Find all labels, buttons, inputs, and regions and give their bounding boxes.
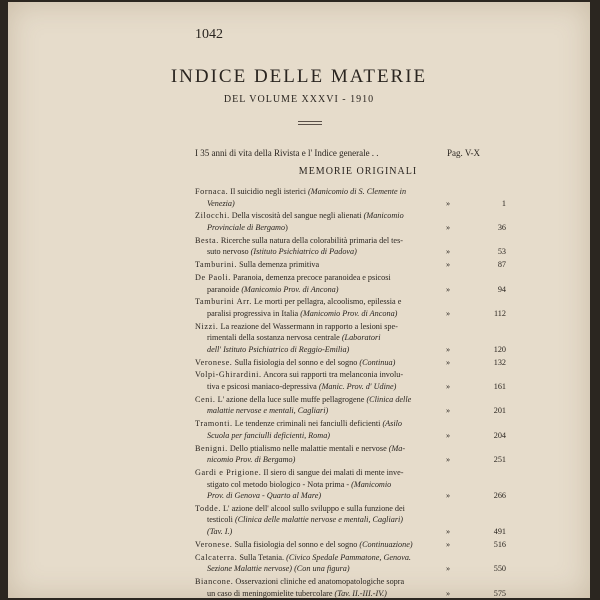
toc-line <box>195 186 506 198</box>
entry-page-number: 491 <box>493 527 506 537</box>
toc-entry <box>195 443 506 466</box>
entry-author: Nizzi. <box>195 321 219 331</box>
toc-entry <box>195 272 506 295</box>
ditto-mark: » <box>446 588 451 598</box>
toc-line <box>195 235 506 247</box>
entry-title: Osservazioni cliniche ed anatomopatologiche sopra <box>233 577 405 586</box>
entry-title: Le morti per pellagra, alcoolismo, epilessia e <box>251 297 402 307</box>
toc-line <box>195 552 506 564</box>
toc-entry <box>195 552 506 575</box>
toc-line <box>195 198 506 210</box>
toc-entry <box>195 576 506 599</box>
document-page <box>8 2 590 598</box>
toc-entry <box>195 235 506 258</box>
entry-page-number: 266 <box>493 491 506 501</box>
toc-line <box>195 490 506 502</box>
entry-title: L' azione dell' alcool sullo sviluppo e sulla funzione dei <box>221 503 405 513</box>
entry-affiliation: (Manicomio di S. Clemente in <box>308 187 407 196</box>
toc-line <box>195 246 506 258</box>
entry-author: Tamburini. <box>195 260 238 270</box>
entry-page-number: 161 <box>493 382 506 391</box>
entry-title: Ancora sui rapporti tra melanconia involu- <box>261 370 404 380</box>
ditto-mark: » <box>446 222 451 232</box>
toc-entries <box>195 186 506 600</box>
toc-line <box>195 563 506 575</box>
title-rule-bottom <box>298 124 322 125</box>
entry-title: paralisi progressiva in Italia <box>207 308 301 318</box>
toc-line <box>195 454 506 466</box>
section-heading: MEMORIE ORIGINALI <box>298 166 418 177</box>
toc-line <box>195 259 506 271</box>
toc-line <box>195 332 506 344</box>
ditto-mark: » <box>446 308 451 318</box>
ditto-mark: » <box>446 260 451 270</box>
entry-title: Della viscosità del sangue negli alienati <box>229 211 364 221</box>
toc-line <box>195 576 506 588</box>
entry-author: Benigni. <box>195 443 228 453</box>
entry-affiliation: (Clinica delle malattie nervose e mentali, Cagliari) <box>234 515 404 525</box>
entry-title: suto nervoso <box>207 247 251 257</box>
ditto-mark: » <box>446 247 451 257</box>
page-number: 1042 <box>195 27 223 42</box>
ditto-mark: » <box>446 539 451 549</box>
toc-line <box>195 430 506 442</box>
entry-page-number: 516 <box>493 539 506 549</box>
intro-text: I 35 anni di vita della Rivista e l' Indice generale . . <box>195 148 379 158</box>
entry-affiliation: malattie nervose e mentali, Cagliari) <box>207 406 329 416</box>
toc-line <box>195 357 506 369</box>
toc-line <box>195 344 506 356</box>
entry-page-number: 575 <box>493 588 506 598</box>
entry-affiliation: Provinciale di Bergamo <box>207 222 286 232</box>
ditto-mark: » <box>446 198 451 208</box>
entry-page-number: 53 <box>497 247 506 257</box>
toc-line <box>195 467 506 479</box>
toc-line <box>195 321 506 333</box>
toc-entry <box>195 394 506 417</box>
toc-entry <box>195 259 506 271</box>
entry-author: Tramonti. <box>195 419 233 429</box>
toc-line <box>195 526 506 538</box>
toc-line <box>195 272 506 284</box>
ditto-mark: » <box>446 491 451 501</box>
entry-affiliation: (Clinica delle <box>366 394 412 404</box>
entry-title: L' azione della luce sulle muffe pellagrogene <box>215 394 367 404</box>
toc-line <box>195 210 506 222</box>
toc-line <box>195 418 506 430</box>
entry-affiliation: (Continuazione) <box>359 539 413 549</box>
entry-affiliation: Prov. di Genova - Quarto al Mare) <box>207 491 322 501</box>
entry-author: Fornaca. <box>195 187 229 196</box>
entry-affiliation: (Manicomio <box>363 211 404 221</box>
entry-affiliation: (Civico Spedale Pammatone, Genova. <box>286 552 411 562</box>
entry-page-number: 120 <box>493 344 506 354</box>
entry-title: paranoide <box>207 284 242 294</box>
ditto-mark: » <box>446 344 451 354</box>
entry-title: ) <box>285 222 288 232</box>
entry-title: rimentali della sostanza nervosa centrale <box>207 333 342 343</box>
entry-affiliation: Venezia) <box>207 198 235 208</box>
toc-line <box>195 222 506 234</box>
entry-title: un caso di meningomielite tubercolare <box>207 588 335 598</box>
toc-line <box>195 479 506 491</box>
entry-title: La reazione del Wassermann in rapporto a lesioni spe- <box>218 321 398 331</box>
entry-affiliation: (Continua) <box>359 357 396 367</box>
entry-author: Besta. <box>195 235 219 245</box>
ditto-mark: » <box>446 527 451 537</box>
entry-page-number: 251 <box>493 455 506 465</box>
entry-author: Biancone. <box>195 577 234 586</box>
entry-affiliation: (Manicomio Prov. di Ancona) <box>241 284 339 294</box>
entry-affiliation: Sezione Malattie nervose) (Con una figura) <box>207 564 350 574</box>
toc-entry <box>195 321 506 356</box>
entry-title: Dello ptialismo nelle malattie mentali e nervose <box>227 443 389 453</box>
toc-entry <box>195 296 506 319</box>
ditto-mark: » <box>446 357 451 367</box>
entry-author: Calcaterra. <box>195 552 238 562</box>
entry-author: Todde. <box>195 503 221 513</box>
toc-line <box>195 369 506 381</box>
entry-title: Il suicidio negli isterici <box>228 187 309 196</box>
entry-affiliation: (Manicomio Prov. di Ancona) <box>300 308 398 318</box>
ditto-mark: » <box>446 382 451 391</box>
entry-affiliation: (Manic. Prov. d' Udine) <box>318 382 397 391</box>
toc-entry <box>195 357 506 369</box>
title-rule-top <box>298 121 322 122</box>
intro-entry <box>195 148 506 158</box>
entry-title: Paranoia, demenza precoce paranoidea e psicosi <box>230 272 391 282</box>
entry-page-number: 201 <box>493 406 506 416</box>
entry-affiliation: (Manicomio <box>351 479 392 489</box>
toc-line <box>195 588 506 600</box>
entry-author: De Paoli. <box>195 272 231 282</box>
page-title: INDICE DELLE MATERIE <box>170 66 428 87</box>
entry-affiliation: Scuola per fanciulli deficienti, Roma) <box>207 430 331 440</box>
entry-affiliation: (Istituto Psichiatrico di Padova) <box>250 247 357 257</box>
toc-entry <box>195 186 506 209</box>
intro-page-ref: Pag. V-X <box>447 148 481 158</box>
entry-title: Sulla Tetania. <box>237 552 287 562</box>
toc-entry <box>195 503 506 538</box>
entry-page-number: 36 <box>497 222 506 232</box>
toc-line <box>195 284 506 296</box>
entry-title: Il siero di sangue dei malati di mente inve- <box>261 467 404 477</box>
ditto-mark: » <box>446 406 451 416</box>
entry-page-number: 94 <box>497 284 506 294</box>
entry-page-number: 112 <box>494 308 506 318</box>
entry-title: Ricerche sulla natura della colorabilità primaria del tes- <box>218 235 403 245</box>
toc-entry <box>195 539 506 551</box>
entry-affiliation: (Laboratori <box>341 333 381 343</box>
toc-entry <box>195 418 506 441</box>
entry-author: Veronese. <box>195 539 233 549</box>
entry-author: Gardi e Prigione. <box>195 467 262 477</box>
entry-author: Tamburini Arr. <box>195 297 252 307</box>
toc-line <box>195 514 506 526</box>
ditto-mark: » <box>446 430 451 440</box>
toc-line <box>195 539 506 551</box>
toc-line <box>195 394 506 406</box>
entry-affiliation: dell' Istituto Psichiatrico di Reggio-Emilia) <box>207 344 350 354</box>
entry-title: Le tendenze criminali nei fanciulli deficienti <box>232 419 383 429</box>
toc-entry <box>195 369 506 392</box>
entry-affiliation: (Asilo <box>382 419 403 429</box>
ditto-mark: » <box>446 284 451 294</box>
entry-title: Sulla fisiologia del sonno e del sogno <box>232 357 360 367</box>
entry-page-number: 204 <box>493 430 506 440</box>
toc-entry <box>195 467 506 502</box>
entry-affiliation: (Tav. II.-III.-IV.) <box>334 588 387 598</box>
entry-page-number: 132 <box>493 357 506 367</box>
volume-subtitle: DEL VOLUME XXXVI - 1910 <box>223 94 375 105</box>
ditto-mark: » <box>446 564 451 574</box>
toc-line <box>195 381 506 393</box>
entry-title: stigato col metodo biologico - Nota prima - <box>207 479 352 489</box>
toc-line <box>195 503 506 515</box>
entry-title: tiva e psicosi maniaco-depressiva <box>207 382 319 391</box>
entry-author: Volpi-Ghirardini. <box>195 370 262 380</box>
entry-title: testicoli <box>207 515 235 525</box>
toc-line <box>195 296 506 308</box>
entry-author: Zilocchi. <box>195 211 230 221</box>
entry-page-number: 550 <box>493 564 506 574</box>
entry-author: Veronese. <box>195 357 233 367</box>
entry-author: Ceni. <box>195 394 216 404</box>
toc-line <box>195 443 506 455</box>
entry-affiliation: nicomio Prov. di Bergamo) <box>207 455 296 465</box>
entry-page-number: 87 <box>497 260 506 270</box>
entry-page-number: 1 <box>501 198 506 208</box>
entry-affiliation: (Ma- <box>388 443 406 453</box>
ditto-mark: » <box>446 455 451 465</box>
toc-line <box>195 308 506 320</box>
toc-entry <box>195 210 506 233</box>
toc-line <box>195 405 506 417</box>
entry-title: Sulla demenza primitiva <box>237 260 320 270</box>
entry-title: Sulla fisiologia del sonno e del sogno <box>232 539 360 549</box>
entry-affiliation: (Tav. I.) <box>207 527 233 537</box>
